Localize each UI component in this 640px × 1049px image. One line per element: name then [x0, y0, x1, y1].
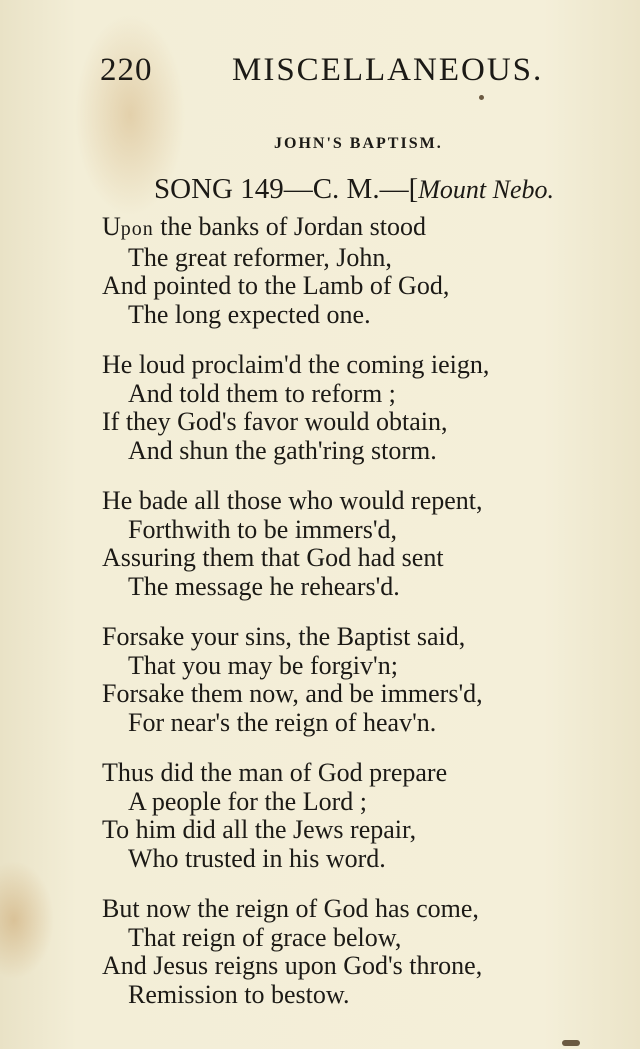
stanza-line: A people for the Lord ; — [128, 786, 367, 816]
page-header — [100, 52, 544, 92]
stanza-line: And told them to reform ; — [128, 378, 396, 408]
drop-initial: U — [102, 212, 121, 241]
song-heading — [154, 173, 554, 206]
stanza-line: To him did all the Jews repair, — [102, 815, 417, 844]
stanza-line: The message he rehears'd. — [128, 571, 400, 601]
stanza-line: Assuring them that God had sent — [102, 543, 444, 572]
hymn-text — [102, 213, 622, 1031]
stanza-line: Thus did the man of God prepare — [102, 758, 448, 787]
stanza-line: Remission to bestow. — [128, 979, 350, 1009]
stanza-line: But now the reign of God has come, — [102, 894, 479, 923]
stanza-line: He bade all those who would repent, — [102, 486, 483, 515]
stanza-line: And shun the gath'ring storm. — [128, 435, 437, 465]
page-number: 220 — [100, 52, 153, 88]
song-number-label: SONG 149—C. M.—[ — [154, 173, 419, 205]
stanza-5 — [102, 759, 622, 873]
stanza-4 — [102, 623, 622, 737]
stanza-line: For near's the reign of heav'n. — [128, 707, 437, 737]
stanza-line: Forsake your sins, the Baptist said, — [102, 622, 466, 651]
stanza-2 — [102, 351, 622, 465]
section-title: JOHN'S BAPTISM. — [274, 135, 443, 152]
stanza-line: That you may be forgiv'n; — [128, 650, 398, 680]
stanza-line: The long expected one. — [128, 299, 371, 329]
ink-speck — [479, 95, 484, 100]
stanza-line: That reign of grace below, — [128, 922, 402, 952]
small-caps-word: pon — [120, 218, 154, 240]
stanza-line: The great reformer, John, — [128, 242, 392, 272]
stanza-1 — [102, 213, 622, 329]
stanza-line: If they God's favor would obtain, — [102, 407, 448, 436]
stanza-line: Forsake them now, and be immers'd, — [102, 679, 483, 708]
stanza-line: He loud proclaim'd the coming ieign, — [102, 350, 490, 379]
ink-speck — [562, 1040, 580, 1046]
stanza-6 — [102, 895, 622, 1009]
stanza-line — [102, 213, 622, 244]
stanza-line: And Jesus reigns upon God's throne, — [102, 951, 483, 980]
line-text: the banks of Jordan stood — [153, 212, 427, 241]
running-title: MISCELLANEOUS. — [232, 52, 544, 88]
stanza-line: Who trusted in his word. — [128, 843, 386, 873]
stanza-3 — [102, 487, 622, 601]
tune-name: Mount Nebo. — [418, 175, 555, 204]
stanza-line: Forthwith to be immers'd, — [128, 514, 398, 544]
stanza-line: And pointed to the Lamb of God, — [102, 271, 450, 300]
